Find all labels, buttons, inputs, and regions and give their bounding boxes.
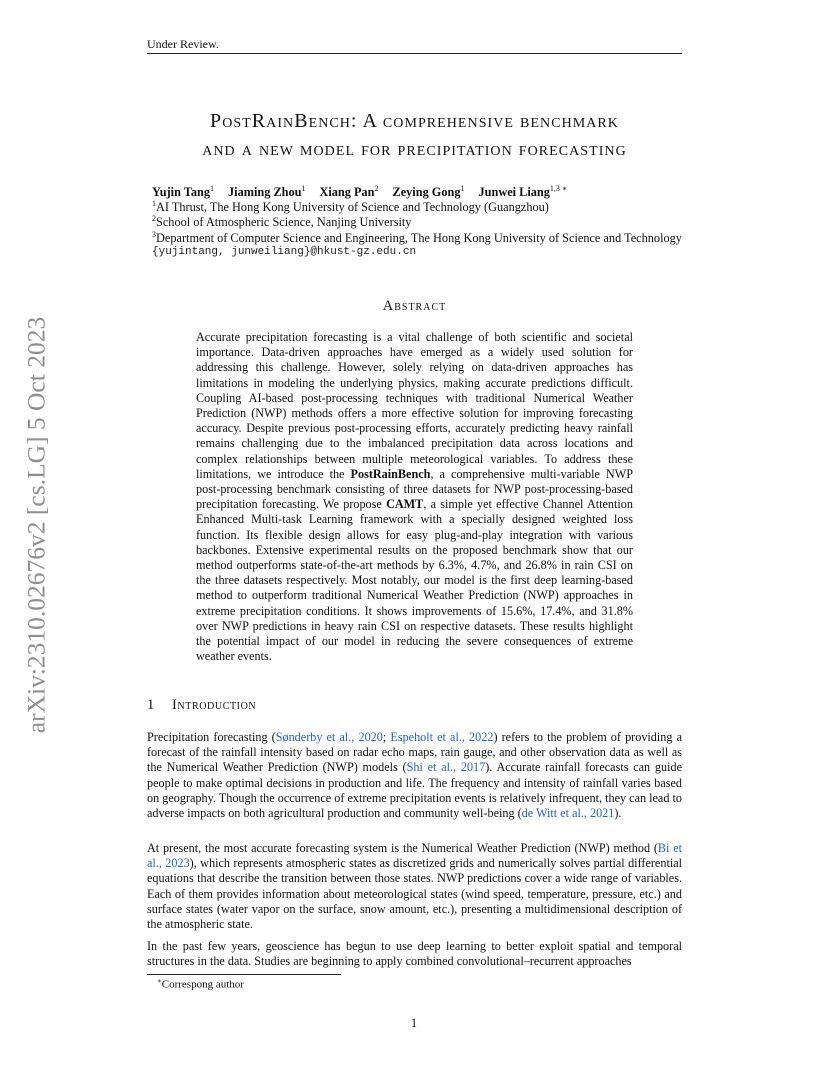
author-affil-mark: 1 [460,184,465,193]
paragraph-text: Precipitation forecasting ( [147,730,276,744]
paragraph-text: ) refers to the problem of providing a forecast of the rainfall intensity based on radar echo maps, rain gauge, and other observation data as well as the Numerical Weather Prediction (NWP) models ( [147,730,682,775]
author-list [152,184,567,200]
abstract-text: , a comprehensive multi-variable NWP post-processing benchmark consisting of three datasets for NWP post-processing-based precipitation forecasting. We propose [196,466,633,512]
intro-paragraph-1 [147,730,682,821]
footnote [157,977,244,991]
citation-link[interactable]: Shi et al., 2017 [406,760,486,775]
citation-link[interactable]: Espeholt et al., 2022 [390,730,494,744]
author-affil-mark: 1 [210,184,215,193]
paragraph-text: ). [614,806,622,821]
section-number: 1 [147,697,155,713]
abstract-heading: Abstract [382,298,447,314]
intro-paragraph-2 [147,841,682,932]
affiliation-mark: 1 [152,199,156,208]
author-name: Jiaming Zhou [228,185,302,200]
title-line-2: and a new model for precipitation forecasting [202,138,627,160]
affiliation-text: Department of Computer Science and Engineering, The Hong Kong University of Science and Technology [156,231,682,246]
abstract-text: Accurate precipitation forecasting is a vital challenge of both scientific and societal importance. Data-driven approaches have emerged as a widely used solution for addressing this challenge. However, solely relying on data-driven approaches has limitations in modeling the underlying physics, making accurate predictions difficult. Coupling AI-based post-processing techniques with traditional Numerical Weather Prediction (NWP) methods offers a more effective solution for improving forecasting accuracy. Despite previous post-processing efforts, accurately predicting heavy rainfall remains challenging due to the imbalanced precipitation data across locations and complex relationships between multiple meteorological variables. To address these limitations, we introduce the [196,330,633,481]
citation-link[interactable]: Bi et al., 2023 [147,841,682,871]
intro-paragraph-3 [147,939,682,969]
affiliation-3 [152,230,682,246]
author-name: Xiang Pan [319,185,375,200]
affiliation-1 [152,199,549,215]
running-header: Under Review. [147,37,219,51]
affiliation-text: AI Thrust, The Hong Kong University of Science and Technology (Guangzhou) [156,200,549,215]
abstract-text: , a simple yet effective Channel Attention Enhanced Multi-task Learning framework with a specially designed weighted loss function. Its flexible design allows for easy plug-and-play integration with various backbones. Extensive experimental results on the proposed benchmark show that our method outperforms state-of-the-art methods by 6.3%, 4.7%, and 26.8% in rain CSI on the three datasets respectively. Most notably, our model is the first deep learning-based method to outperform traditional Numerical Weather Prediction (NWP) approaches in extreme precipitation conditions. It shows improvements of 15.6%, 17.4%, and 31.8% over NWP predictions in heavy rain CSI on respective datasets. These results highlight the potential impact of our model in reducing the severe consequences of extreme weather events. [196,497,633,664]
paper-title [147,107,682,163]
paragraph-text: At present, the most accurate forecasting system is the Numerical Weather Prediction (NWP) method ( [147,841,658,855]
affiliation-2 [152,214,411,230]
page-number: 1 [410,1016,418,1030]
section-title: Introduction [172,697,257,713]
title-line-1: PostRainBench: A comprehensive benchmark [210,110,619,132]
author-name: Zeying Gong [392,185,461,200]
header-rule [147,53,682,54]
section-heading [147,697,256,714]
citation-link[interactable]: Sønderby et al., 2020 [275,730,383,744]
author-affil-mark: 1,3 ∗ [549,184,568,193]
author-affil-mark: 1 [301,184,306,193]
footnote-text: Correspong author [161,978,244,991]
author-name: Yujin Tang [152,185,211,200]
paragraph-text: ; [382,730,391,744]
author-name: Junwei Liang [478,185,550,200]
footnote-mark: ∗ [157,977,162,985]
affiliation-mark: 3 [152,230,156,239]
paragraph-text: In the past few years, geoscience has begun to use deep learning to better exploit spatial and temporal structures in the data. Studies are beginning to apply combined convolutional–recurrent approaches [147,939,682,969]
benchmark-name: PostRainBench [350,466,431,481]
arxiv-sidebar-id: arXiv:2310.02676v2 [cs.LG] 5 Oct 2023 [21,316,51,734]
author-email: {yujintang, junweiliang}@hkust-gz.edu.cn [152,246,417,258]
citation-link[interactable]: de Witt et al., 2021 [521,806,615,821]
abstract-body [196,330,633,664]
paragraph-text: ), which represents atmospheric states as discretized grids and numerically solves partial differential equations that describe the transition between those states. NWP predictions cover a wide range of variables. Each of them provides information about meteorological states (wind speed, temperature, pressure, etc.) and surface states (water vapor on the surface, snow amount, etc.), presenting a multidimensional description of the atmospheric state. [147,856,683,932]
affiliation-mark: 2 [152,214,156,223]
author-affil-mark: 2 [374,184,379,193]
model-name: CAMT [386,497,424,512]
affiliation-text: School of Atmospheric Science, Nanjing University [156,215,412,230]
paragraph-text: ). Accurate rainfall forecasts can guide people to make optimal decisions in production and life. The frequency and intensity of rainfall varies based on geography. Though the occurrence of extreme precipitation events is relatively infrequent, they can lead to adverse impacts on both agricultural production and community well-being ( [147,760,682,821]
footnote-rule [147,974,341,975]
